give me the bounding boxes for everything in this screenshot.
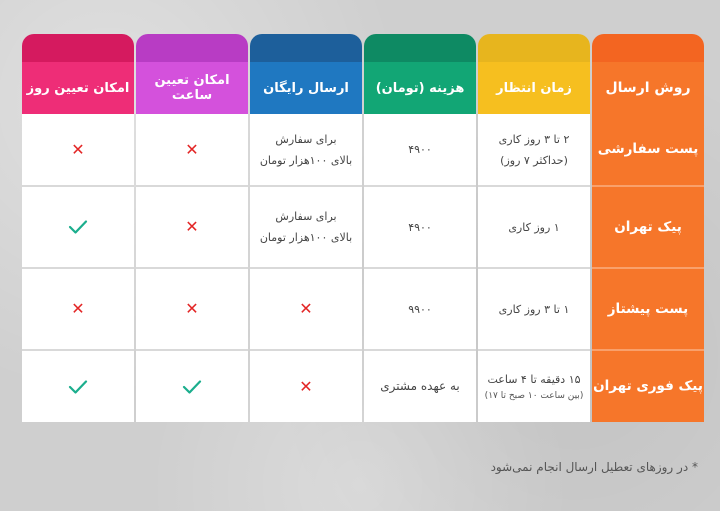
cross-icon: ✕: [299, 376, 313, 396]
free-shipping-cell: [250, 187, 362, 269]
cross-icon: ✕: [71, 139, 85, 159]
choose-day-cell: [22, 269, 134, 351]
shipping-methods-table: [22, 34, 704, 422]
column-cost-cap: [364, 34, 476, 62]
wait-time-note: (حداکثر ۷ روز): [500, 153, 568, 167]
check-icon: [182, 379, 202, 395]
method-cell: پیک فوری تهران: [592, 351, 704, 422]
cost-cell: به عهده مشتری: [364, 351, 476, 422]
choose-day-cell: [22, 351, 134, 422]
header-choose-day: امکان تعیین روز: [22, 62, 134, 114]
wait-time-cell: [478, 187, 590, 269]
cross-icon: ✕: [185, 299, 199, 318]
header-free-shipping: ارسال رایگان: [250, 62, 362, 114]
choose-hour-cell: [136, 114, 248, 187]
choose-day-cell: [22, 114, 134, 187]
method-cell: پیک تهران: [592, 187, 704, 269]
wait-time-note: (بین ساعت ۱۰ صبح تا ۱۷): [484, 390, 584, 401]
check-icon: [68, 219, 88, 235]
choose-hour-cell: [136, 351, 248, 422]
wait-time-value: ۱ روز کاری: [508, 220, 560, 234]
cross-icon: ✕: [185, 139, 199, 159]
free-shipping-cell: [250, 114, 362, 187]
wait-time-cell: [478, 114, 590, 187]
column-method-cap: [592, 34, 704, 62]
column-free-shipping: [250, 34, 362, 422]
free-shipping-line: بالای ۱۰۰هزار تومان: [259, 231, 353, 244]
free-shipping-cell: [250, 269, 362, 351]
header-cost: هزینه (تومان): [364, 62, 476, 114]
cross-icon: ✕: [185, 217, 199, 236]
free-shipping-line: برای سفارش: [275, 132, 337, 146]
column-cost: [364, 34, 476, 422]
cost-cell: ۴۹۰۰: [364, 187, 476, 269]
column-method: [592, 34, 704, 422]
wait-time-cell: [478, 269, 590, 351]
wait-time-value: ۱ تا ۳ روز کاری: [498, 302, 570, 316]
choose-hour-cell: [136, 269, 248, 351]
column-choose-day: [22, 34, 134, 422]
header-method: روش ارسال: [592, 62, 704, 114]
free-shipping-line: بالای ۱۰۰هزار تومان: [259, 153, 353, 167]
column-wait-time-cap: [478, 34, 590, 62]
wait-time-value: ۱۵ دقیقه تا ۴ ساعت: [487, 372, 581, 386]
column-wait-time: [478, 34, 590, 422]
check-icon: [68, 379, 88, 395]
cost-cell: ۹۹۰۰: [364, 269, 476, 351]
header-choose-hour: امکان تعیین ساعت: [136, 62, 248, 114]
wait-time-value: ۲ تا ۳ روز کاری: [498, 132, 570, 146]
free-shipping-line: برای سفارش: [275, 210, 337, 223]
column-free-shipping-cap: [250, 34, 362, 62]
method-cell: پست سفارشی: [592, 114, 704, 187]
choose-hour-cell: [136, 187, 248, 269]
choose-day-cell: [22, 187, 134, 269]
header-wait-time: زمان انتظار: [478, 62, 590, 114]
method-cell: پست پیشتاز: [592, 269, 704, 351]
cross-icon: ✕: [71, 299, 85, 318]
column-choose-day-cap: [22, 34, 134, 62]
cost-cell: ۴۹۰۰: [364, 114, 476, 187]
wait-time-cell: [478, 351, 590, 422]
free-shipping-cell: [250, 351, 362, 422]
column-choose-hour-cap: [136, 34, 248, 62]
cross-icon: ✕: [299, 299, 313, 318]
column-choose-hour: [136, 34, 248, 422]
holiday-footnote: * در روزهای تعطیل ارسال انجام نمی‌شود: [490, 460, 698, 474]
